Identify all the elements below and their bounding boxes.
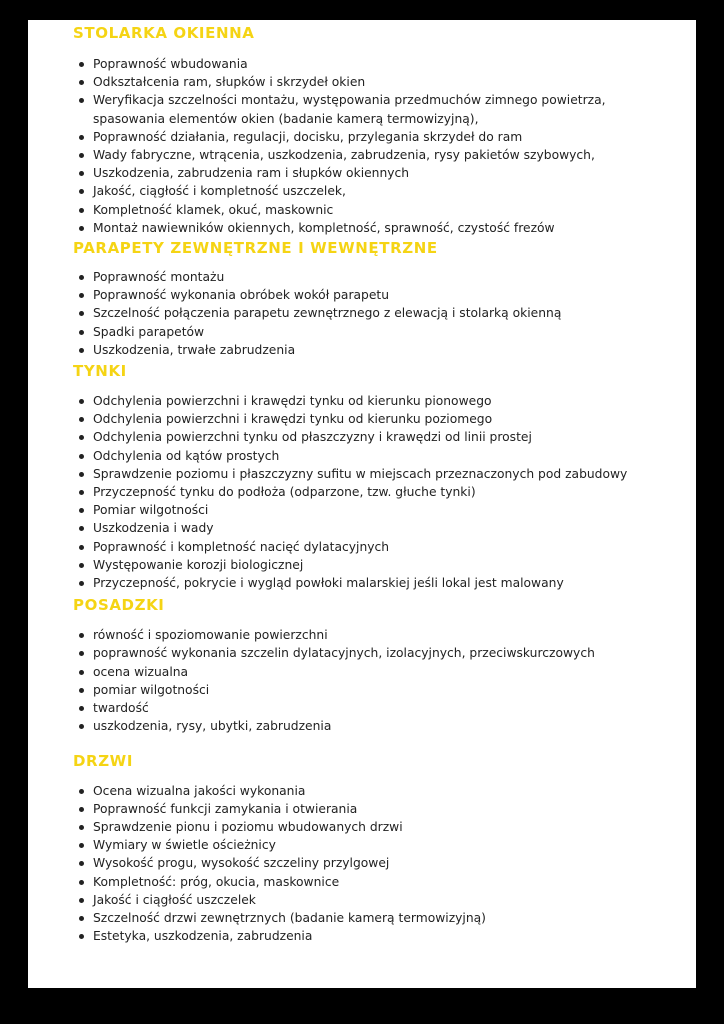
list-item: Odchylenia od kątów prostych <box>73 447 673 465</box>
list-item: Odchylenia powierzchni tynku od płaszczyzny i krawędzi od linii prostej <box>73 428 673 446</box>
section-posadzki <box>73 596 673 735</box>
list-item: Sprawdzenie pionu i poziomu wbudowanych drzwi <box>73 818 673 836</box>
list-item: ocena wizualna <box>73 663 673 681</box>
section-list <box>73 782 673 946</box>
section-heading: DRZWI <box>73 751 134 770</box>
document-content <box>73 24 673 945</box>
list-item: Jakość, ciągłość i kompletność uszczelek, <box>73 182 673 200</box>
list-item: Estetyka, uszkodzenia, zabrudzenia <box>73 927 673 945</box>
list-item: pomiar wilgotności <box>73 681 673 699</box>
section-drzwi <box>73 752 673 946</box>
section-parapety <box>73 239 673 359</box>
list-item: Wady fabryczne, wtrącenia, uszkodzenia, zabrudzenia, rysy pakietów szybowych, <box>73 146 673 164</box>
list-item: uszkodzenia, rysy, ubytki, zabrudzenia <box>73 717 673 735</box>
section-tynki <box>73 362 673 592</box>
list-item: Sprawdzenie poziomu i płaszczyzny sufitu w miejscach przeznaczonych pod zabudowy <box>73 465 673 483</box>
list-item: twardość <box>73 699 673 717</box>
list-item: Szczelność drzwi zewnętrznych (badanie kamerą termowizyjną) <box>73 909 673 927</box>
list-item: Uszkodzenia i wady <box>73 519 673 537</box>
list-item: Poprawność montażu <box>73 268 673 286</box>
list-item: równość i spoziomowanie powierzchni <box>73 626 673 644</box>
list-item: Poprawność wykonania obróbek wokół parapetu <box>73 286 673 304</box>
list-item: Występowanie korozji biologicznej <box>73 556 673 574</box>
section-heading: POSADZKI <box>73 596 165 615</box>
list-item: Przyczepność, pokrycie i wygląd powłoki malarskiej jeśli lokal jest malowany <box>73 574 673 592</box>
list-item: Przyczepność tynku do podłoża (odparzone, tzw. głuche tynki) <box>73 483 673 501</box>
list-item: Montaż nawiewników okiennych, kompletność, sprawność, czystość frezów <box>73 219 673 237</box>
section-heading: PARAPETY ZEWNĘTRZNE I WEWNĘTRZNE <box>73 239 438 258</box>
list-item: Poprawność działania, regulacji, docisku, przylegania skrzydeł do ram <box>73 128 673 146</box>
list-item: Weryfikacja szczelności montażu, występowania przedmuchów zimnego powietrza, spasowania elementów okien (badanie kamerą termowizyjną), <box>73 91 673 127</box>
section-list <box>73 626 673 735</box>
list-item: Kompletność: próg, okucia, maskownice <box>73 873 673 891</box>
section-list <box>73 55 673 237</box>
list-item: Poprawność wbudowania <box>73 55 673 73</box>
section-heading: STOLARKA OKIENNA <box>73 24 255 42</box>
list-item: Pomiar wilgotności <box>73 501 673 519</box>
list-item: Wymiary w świetle ościeżnicy <box>73 836 673 854</box>
section-stolarka-okienna <box>73 24 673 237</box>
list-item: poprawność wykonania szczelin dylatacyjnych, izolacyjnych, przeciwskurczowych <box>73 644 673 662</box>
section-heading: TYNKI <box>73 362 127 381</box>
list-item: Poprawność funkcji zamykania i otwierania <box>73 800 673 818</box>
list-item: Odkształcenia ram, słupków i skrzydeł okien <box>73 73 673 91</box>
document-page <box>28 20 696 988</box>
section-list <box>73 268 673 359</box>
list-item: Uszkodzenia, zabrudzenia ram i słupków okiennych <box>73 164 673 182</box>
list-item: Spadki parapetów <box>73 323 673 341</box>
list-item: Odchylenia powierzchni i krawędzi tynku od kierunku poziomego <box>73 410 673 428</box>
list-item: Kompletność klamek, okuć, maskownic <box>73 201 673 219</box>
list-item: Szczelność połączenia parapetu zewnętrznego z elewacją i stolarką okienną <box>73 304 673 322</box>
list-item: Ocena wizualna jakości wykonania <box>73 782 673 800</box>
section-list <box>73 392 673 592</box>
list-item: Uszkodzenia, trwałe zabrudzenia <box>73 341 673 359</box>
list-item: Odchylenia powierzchni i krawędzi tynku od kierunku pionowego <box>73 392 673 410</box>
list-item: Wysokość progu, wysokość szczeliny przylgowej <box>73 854 673 872</box>
list-item: Jakość i ciągłość uszczelek <box>73 891 673 909</box>
list-item: Poprawność i kompletność nacięć dylatacyjnych <box>73 538 673 556</box>
